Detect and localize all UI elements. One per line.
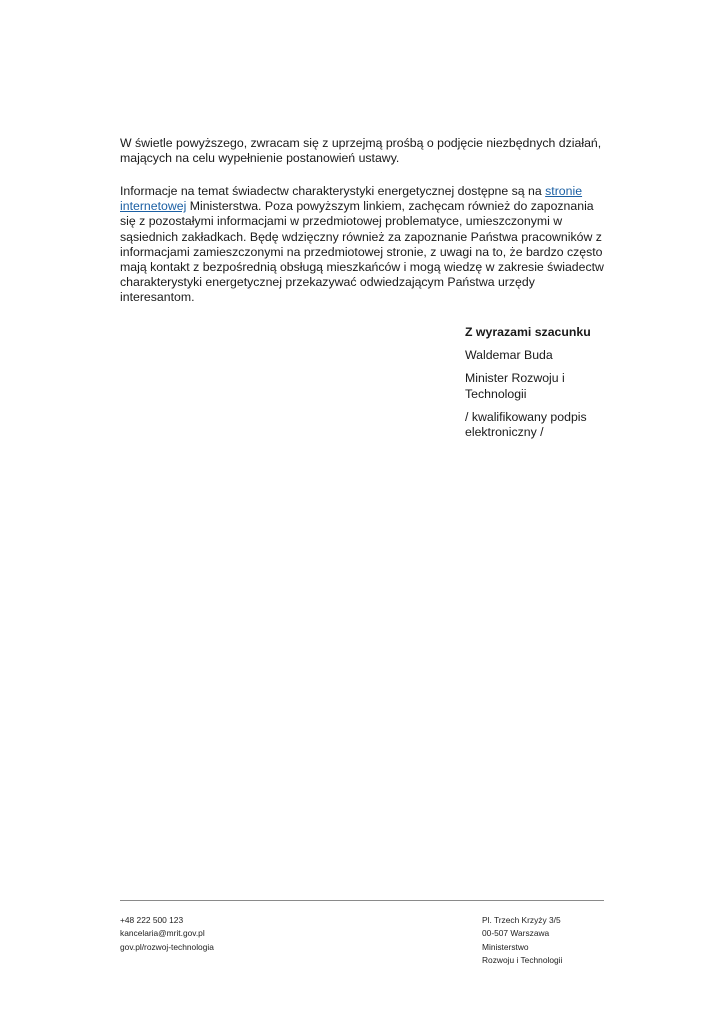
signature-name: Waldemar Buda — [465, 348, 553, 363]
body-paragraph-2 — [120, 184, 610, 306]
footer-phone: +48 222 500 123 — [120, 915, 184, 925]
paragraph-2-before-link: Informacje na temat świadectw charakterystyki energetycznej dostępne są na — [120, 184, 546, 198]
signature-position: Minister Rozwoju i Technologii — [465, 371, 565, 401]
footer-address — [482, 914, 562, 968]
paragraph-2-after-link: Ministerstwa. Poza powyższym linkiem, zachęcam również do zapoznania się z pozostałymi informacjami w przedmiotowej problematyce, umieszczonymi w sąsiednich zakładkach. Będę wdzięczny również za zapoznanie Państwa pracowników z informacjami zamieszczonymi na przedmiotowej stronie, z uwagi na to, że bardzo często mają kontakt z bezpośrednią obsługą mieszkańców i mogą wiedzę w zakresie świadectw charakterystyki energetycznej przekazywać odwiedzającym Państwa urzędy interesantom. — [120, 199, 604, 305]
paragraph-2-text — [120, 184, 610, 306]
signature-block — [465, 325, 615, 440]
footer-contact — [120, 914, 214, 954]
footer-org-line-2: Rozwoju i Technologii — [482, 955, 563, 966]
footer-website: gov.pl/rozwoj-technologia — [120, 941, 214, 952]
footer-org-line-1: Ministerstwo — [482, 941, 529, 952]
footer-divider — [120, 900, 604, 901]
footer-street: Pl. Trzech Krzyży 3/5 — [482, 915, 561, 925]
signature-closing: Z wyrazami szacunku — [465, 325, 591, 339]
footer-email: kancelaria@mrit.gov.pl — [120, 928, 205, 939]
body-paragraph-1 — [120, 136, 610, 166]
signature-note: / kwalifikowany podpis elektroniczny / — [465, 409, 587, 440]
ministry-website-link[interactable]: stronie internetowej — [120, 184, 583, 214]
footer-postal-city: 00-507 Warszawa — [482, 928, 550, 939]
paragraph-1-text: W świetle powyższego, zwracam się z uprzejmą prośbą o podjęcie niezbędnych działań, mających na celu wypełnienie postanowień ustawy. — [120, 136, 602, 166]
